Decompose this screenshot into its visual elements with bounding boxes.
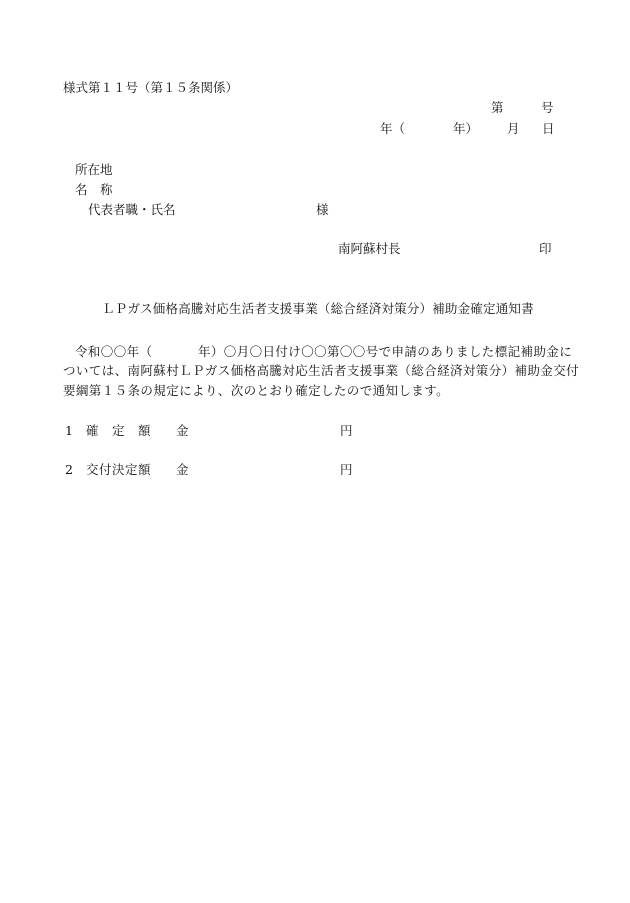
document-title: ＬＰガス価格高騰対応生活者支援事業（総合経済対策分）補助金確定通知書 <box>102 301 534 316</box>
body-line1-end: 年）〇月〇日付け〇〇第〇〇号で申請のありました標記補助金に <box>198 344 573 359</box>
number-suffix: 号 <box>541 100 554 115</box>
body-line3: 要綱第１５条の規定により、次のとおり確定したので通知します。 <box>63 383 450 398</box>
item-prefix: 金 <box>176 423 189 438</box>
number-prefix: 第 <box>491 100 504 115</box>
body-line1-start: 令和〇〇年（ <box>75 344 153 359</box>
item-prefix: 金 <box>176 462 189 477</box>
issuer-seal: 印 <box>539 241 552 256</box>
honorific: 様 <box>316 202 329 217</box>
representative-label: 代表者職・氏名 <box>88 202 176 217</box>
item-number: 1 <box>65 423 73 438</box>
date-year-ad: 年） <box>453 121 479 136</box>
item-label: 確 定 額 <box>86 423 152 438</box>
date-year-jp: 年（ <box>380 121 406 136</box>
date-month: 月 <box>507 121 520 136</box>
name-label: 名 称 <box>75 182 113 197</box>
item-unit: 円 <box>340 423 353 438</box>
item-unit: 円 <box>340 462 353 477</box>
date-day: 日 <box>542 121 555 136</box>
item-number: 2 <box>65 462 73 477</box>
address-label: 所在地 <box>75 162 113 177</box>
form-label: 様式第１１号（第１５条関係） <box>63 80 239 95</box>
item-label: 交付決定額 <box>86 462 152 477</box>
body-line2: ついては、南阿蘇村ＬＰガス価格高騰対応生活者支援事業（総合経済対策分）補助金交付 <box>63 363 580 378</box>
issuer-name: 南阿蘇村長 <box>338 241 401 256</box>
